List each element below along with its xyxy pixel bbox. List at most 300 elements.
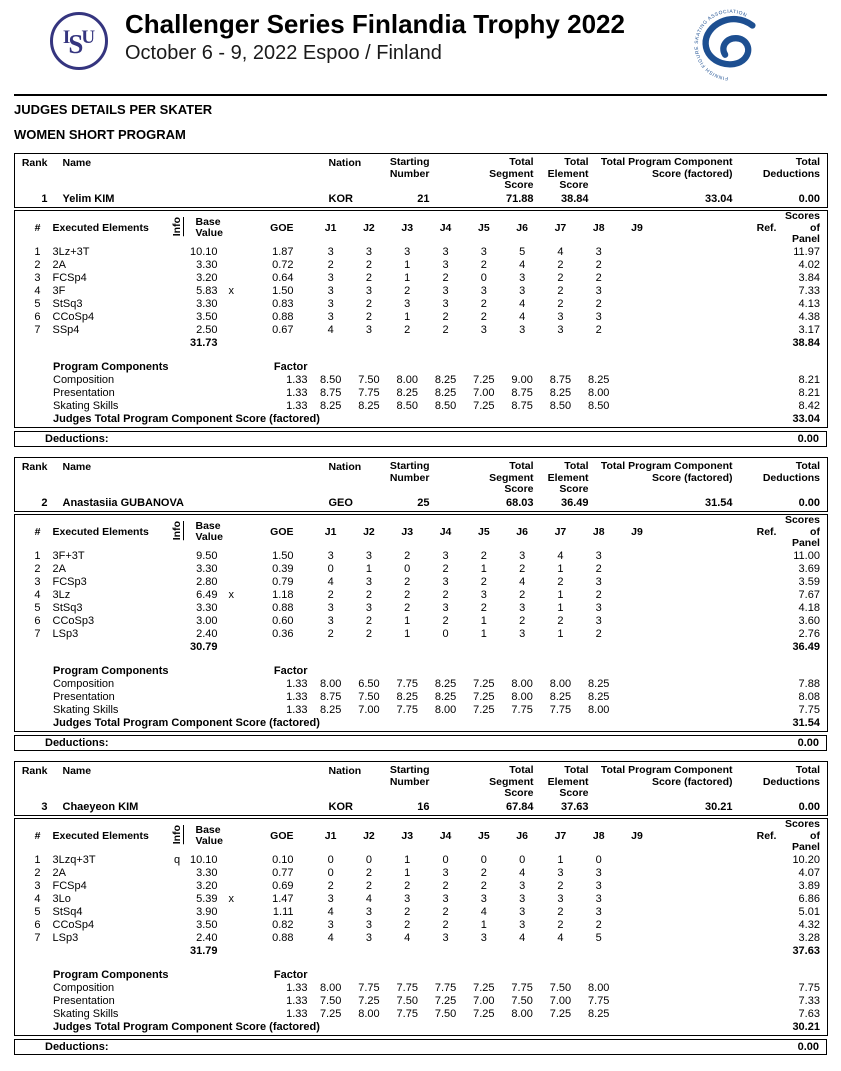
element-judge-score: 5 xyxy=(595,931,602,944)
component-ref xyxy=(656,400,783,413)
element-judge-score xyxy=(618,854,656,867)
element-base-value: 3.30 xyxy=(196,601,218,614)
deductions-value: 0.00 xyxy=(797,736,819,749)
component-judge-score: 8.25 xyxy=(588,373,610,386)
ref-header: Ref. xyxy=(756,526,777,539)
element-ref xyxy=(656,311,783,324)
element-judge-score xyxy=(618,880,656,893)
element-judge-score: 1 xyxy=(404,853,411,866)
component-judge-score: 7.50 xyxy=(358,373,380,386)
skater-rank: 1 xyxy=(41,193,48,206)
element-row xyxy=(15,867,828,880)
element-panel-score: 4.32 xyxy=(798,918,820,931)
isu-logo-letter: S xyxy=(68,28,84,59)
starting-number-header: Starting Number xyxy=(389,764,430,788)
element-judge-score: 2 xyxy=(557,284,564,297)
element-judge-score: 3 xyxy=(442,575,449,588)
element-row xyxy=(15,259,828,272)
element-base-value: 3.00 xyxy=(196,614,218,627)
element-judge-score: 2 xyxy=(327,588,334,601)
judges-total-value: 31.54 xyxy=(792,717,820,730)
element-ref xyxy=(656,563,783,576)
element-row xyxy=(15,919,828,932)
element-judge-score: 2 xyxy=(480,297,487,310)
program-components-label: Program Components xyxy=(53,968,169,981)
element-info-flag xyxy=(165,311,190,324)
component-ref xyxy=(656,691,783,704)
element-number: 2 xyxy=(34,562,41,575)
element-goe: 0.60 xyxy=(272,614,294,627)
element-x-credit xyxy=(220,854,243,867)
element-judge-score: 3 xyxy=(519,601,526,614)
element-judge-score: 2 xyxy=(480,258,487,271)
executed-elements-header: Executed Elements xyxy=(52,526,149,539)
element-judge-score: 3 xyxy=(404,892,411,905)
component-judge-score xyxy=(618,387,656,400)
spacer-cell xyxy=(243,641,312,654)
spacer-cell xyxy=(312,337,657,350)
element-judge-score: 3 xyxy=(595,284,602,297)
element-judge-score: 2 xyxy=(480,879,487,892)
element-base-value: 9.50 xyxy=(196,549,218,562)
component-judge-score: 8.25 xyxy=(434,677,457,690)
element-row xyxy=(15,628,828,641)
summary-header-row xyxy=(15,458,828,497)
judges-total-value: 33.04 xyxy=(792,413,820,426)
element-judge-score: 4 xyxy=(327,323,334,336)
element-judge-score: 5 xyxy=(519,245,526,258)
element-base-value: 3.20 xyxy=(196,879,218,892)
element-x-credit xyxy=(220,867,243,880)
component-judge-score: 7.75 xyxy=(396,677,418,690)
element-x-credit xyxy=(220,576,243,589)
base-value-header: Base Value xyxy=(195,215,223,240)
element-ref xyxy=(656,550,783,563)
element-info-flag xyxy=(165,906,190,919)
element-name: 3Lo xyxy=(52,892,71,905)
judges-details-table xyxy=(14,818,828,1036)
element-judge-score: 1 xyxy=(365,562,372,575)
element-row xyxy=(15,880,828,893)
element-name: 2A xyxy=(52,866,66,879)
component-score: 8.08 xyxy=(798,690,820,703)
element-goe: 0.10 xyxy=(272,853,294,866)
spacer-cell xyxy=(220,337,243,350)
element-judge-score: 3 xyxy=(595,601,602,614)
spacer-cell xyxy=(656,1021,783,1036)
element-name: 3F xyxy=(52,284,66,297)
component-judge-score: 7.00 xyxy=(358,703,380,716)
element-info-flag xyxy=(165,932,190,945)
spacer-cell xyxy=(656,966,783,982)
element-base-value: 2.40 xyxy=(196,627,218,640)
judges-total-row xyxy=(15,413,828,428)
judge-header-j8: J8 xyxy=(592,830,605,843)
element-ref xyxy=(656,867,783,880)
element-judge-score: 2 xyxy=(327,258,334,271)
element-goe: 0.64 xyxy=(272,271,294,284)
spacer-cell xyxy=(243,337,312,350)
element-name: SSp4 xyxy=(52,323,80,336)
element-number: 2 xyxy=(34,866,41,879)
spacer-cell xyxy=(656,662,783,678)
element-judge-score: 3 xyxy=(480,892,487,905)
element-base-value: 3.50 xyxy=(196,310,218,323)
element-judge-score: 2 xyxy=(365,614,372,627)
element-row xyxy=(15,576,828,589)
component-judge-score: 7.00 xyxy=(473,386,495,399)
deductions-label: Deductions: xyxy=(45,1040,109,1053)
element-panel-score: 3.89 xyxy=(798,879,820,892)
element-base-value: 3.20 xyxy=(196,271,218,284)
component-score: 7.33 xyxy=(798,994,820,1007)
element-row xyxy=(15,602,828,615)
org-logo-swirl xyxy=(706,19,753,64)
component-score: 7.88 xyxy=(798,677,820,690)
element-name: 3Lzq+3T xyxy=(52,853,96,866)
component-judge-score: 8.50 xyxy=(319,373,342,386)
element-number: 5 xyxy=(34,905,41,918)
element-name: 2A xyxy=(52,258,66,271)
element-number: 1 xyxy=(34,549,41,562)
element-judge-score xyxy=(618,589,656,602)
element-judge-score: 3 xyxy=(557,866,564,879)
element-judge-score: 2 xyxy=(442,562,449,575)
element-base-value: 3.50 xyxy=(196,918,218,931)
element-goe: 1.87 xyxy=(272,245,294,258)
element-row xyxy=(15,589,828,602)
element-judge-score xyxy=(618,563,656,576)
base-value-total: 31.79 xyxy=(189,944,218,957)
judge-header-j4: J4 xyxy=(439,526,452,539)
component-row xyxy=(15,1008,828,1021)
element-judge-score: 2 xyxy=(327,879,334,892)
element-row xyxy=(15,932,828,945)
element-judge-score xyxy=(618,628,656,641)
element-x-credit xyxy=(220,550,243,563)
element-row xyxy=(15,298,828,311)
isu-logo-icon xyxy=(50,12,108,70)
element-judge-score: 0 xyxy=(442,627,449,640)
element-judge-score xyxy=(618,298,656,311)
element-judge-score: 2 xyxy=(595,297,602,310)
spacer-cell xyxy=(312,945,657,958)
element-goe: 0.77 xyxy=(272,866,294,879)
component-judge-score: 8.00 xyxy=(319,677,342,690)
name-header: Name xyxy=(62,157,92,169)
element-judge-score: 1 xyxy=(557,627,564,640)
component-judge-score: 8.00 xyxy=(434,703,457,716)
component-judge-score: 8.75 xyxy=(511,399,533,412)
element-number: 5 xyxy=(34,601,41,614)
deductions-value: 0.00 xyxy=(797,1040,819,1053)
total-element-score-header: Total Element Score xyxy=(547,460,589,495)
spacer-cell xyxy=(388,717,656,732)
element-info-flag xyxy=(165,628,190,641)
skater-nation: GEO xyxy=(328,497,353,510)
judge-header-j4: J4 xyxy=(439,222,452,235)
component-score: 8.42 xyxy=(798,399,820,412)
element-judge-score: 3 xyxy=(365,245,372,258)
component-judge-score: 8.00 xyxy=(396,373,418,386)
element-judge-score: 1 xyxy=(480,627,487,640)
component-factor: 1.33 xyxy=(286,373,308,386)
element-goe: 0.83 xyxy=(272,297,294,310)
element-info-flag xyxy=(165,259,190,272)
element-name: 3Lz xyxy=(52,588,71,601)
judge-header-j6: J6 xyxy=(516,526,528,539)
element-panel-score: 4.07 xyxy=(798,866,820,879)
element-panel-score: 2.76 xyxy=(798,627,820,640)
component-ref xyxy=(656,704,783,717)
spacer-cell xyxy=(656,717,783,732)
component-judge-score: 7.75 xyxy=(588,994,610,1007)
component-score: 7.63 xyxy=(798,1007,820,1020)
element-judge-score: 2 xyxy=(480,601,487,614)
element-ref xyxy=(656,589,783,602)
summary-value-row xyxy=(15,801,828,816)
element-row xyxy=(15,893,828,906)
skater-total-element-score: 38.84 xyxy=(560,193,589,206)
element-judge-score: 3 xyxy=(365,905,372,918)
element-judge-score xyxy=(618,324,656,337)
component-judge-score: 8.00 xyxy=(588,386,610,399)
element-judge-score: 2 xyxy=(595,258,602,271)
deductions-label: Deductions: xyxy=(45,432,109,445)
component-row xyxy=(15,704,828,717)
component-judge-score: 7.75 xyxy=(358,386,380,399)
judge-header-j7: J7 xyxy=(554,830,567,843)
component-ref xyxy=(656,982,783,995)
component-judge-score: 7.25 xyxy=(319,1007,342,1020)
element-panel-score: 3.69 xyxy=(798,562,820,575)
element-row xyxy=(15,246,828,259)
skater-section xyxy=(14,761,827,1055)
component-factor: 1.33 xyxy=(286,677,308,690)
spacer-cell xyxy=(312,662,657,678)
element-judge-score: 2 xyxy=(365,866,372,879)
element-judge-score: 2 xyxy=(404,323,411,336)
component-factor: 1.33 xyxy=(286,703,308,716)
element-judge-score xyxy=(618,615,656,628)
element-name: FCSp3 xyxy=(52,575,87,588)
elements-body xyxy=(15,819,828,1036)
component-row xyxy=(15,387,828,400)
component-name: Composition xyxy=(53,981,115,994)
skaters-list xyxy=(14,153,827,1055)
element-judge-score: 1 xyxy=(404,271,411,284)
factor-label: Factor xyxy=(273,664,308,677)
element-row xyxy=(15,285,828,298)
element-ref xyxy=(656,854,783,867)
component-judge-score: 8.25 xyxy=(549,690,572,703)
element-judge-score: 3 xyxy=(595,614,602,627)
info-header: Info xyxy=(171,521,183,541)
element-number: 5 xyxy=(34,297,41,310)
finnish-figure-skating-logo-icon xyxy=(691,4,769,84)
element-ref xyxy=(656,298,783,311)
element-info-flag xyxy=(165,285,190,298)
element-judge-score: 2 xyxy=(442,588,449,601)
element-row xyxy=(15,615,828,628)
component-judge-score: 8.25 xyxy=(396,386,418,399)
element-judge-score xyxy=(618,272,656,285)
name-header: Name xyxy=(62,461,92,473)
element-judge-score: 3 xyxy=(595,879,602,892)
component-ref xyxy=(656,1008,783,1021)
element-judge-score: 2 xyxy=(404,575,411,588)
rank-header: Rank xyxy=(21,461,48,473)
element-judge-score: 3 xyxy=(595,310,602,323)
spacer-cell xyxy=(15,945,190,958)
element-x-credit xyxy=(220,628,243,641)
element-base-value: 2.50 xyxy=(196,323,218,336)
element-judge-score: 2 xyxy=(595,323,602,336)
skater-total-element-score: 37.63 xyxy=(560,801,589,814)
element-judge-score: 2 xyxy=(365,588,372,601)
spacer-cell xyxy=(783,358,827,374)
component-score: 7.75 xyxy=(798,703,820,716)
skater-nation: KOR xyxy=(328,193,353,206)
element-judge-score: 3 xyxy=(519,918,526,931)
element-info-flag xyxy=(165,550,190,563)
element-judge-score: 3 xyxy=(365,549,372,562)
info-header: Info xyxy=(171,825,183,845)
element-judge-score: 2 xyxy=(404,284,411,297)
component-judge-score: 7.75 xyxy=(396,981,418,994)
program-components-header-row xyxy=(15,358,828,374)
element-number-header: # xyxy=(34,830,41,843)
element-judge-score: 3 xyxy=(442,892,449,905)
element-goe: 0.88 xyxy=(272,931,294,944)
element-judge-score: 4 xyxy=(557,931,564,944)
element-x-credit: x xyxy=(228,284,234,297)
element-judge-score: 1 xyxy=(404,627,411,640)
skater-nation: KOR xyxy=(328,801,353,814)
executed-elements-header: Executed Elements xyxy=(52,222,149,235)
component-judge-score xyxy=(618,704,656,717)
component-judge-score: 7.50 xyxy=(549,981,572,994)
skater-total-program-component-score: 31.54 xyxy=(704,497,733,510)
element-judge-score: 2 xyxy=(557,614,564,627)
element-x-credit: x xyxy=(228,892,234,905)
elements-total-row xyxy=(15,337,828,350)
component-judge-score: 8.00 xyxy=(358,1007,380,1020)
element-judge-score: 2 xyxy=(557,258,564,271)
element-judge-score: 0 xyxy=(327,853,334,866)
element-judge-score: 2 xyxy=(480,866,487,879)
scores-of-panel-header: Scores of Panel xyxy=(784,818,820,853)
element-goe: 0.39 xyxy=(272,562,294,575)
element-judge-score: 2 xyxy=(365,310,372,323)
component-judge-score: 8.00 xyxy=(588,703,610,716)
element-info-flag xyxy=(165,589,190,602)
element-x-credit xyxy=(220,311,243,324)
program-components-label: Program Components xyxy=(53,360,169,373)
spacer-cell xyxy=(656,945,783,958)
component-judge-score: 8.00 xyxy=(511,677,533,690)
spacer-cell xyxy=(15,337,190,350)
details-header-row xyxy=(15,211,828,246)
element-judge-score: 2 xyxy=(557,905,564,918)
element-judge-score: 3 xyxy=(557,310,564,323)
element-number: 7 xyxy=(34,627,41,640)
component-ref xyxy=(656,374,783,387)
skater-name: Chaeyeon KIM xyxy=(62,801,139,814)
judges-total-row xyxy=(15,1021,828,1036)
judge-header-j8: J8 xyxy=(592,222,605,235)
element-x-credit xyxy=(220,563,243,576)
element-goe: 1.50 xyxy=(272,549,294,562)
element-panel-score: 6.86 xyxy=(798,892,820,905)
element-judge-score: 3 xyxy=(519,627,526,640)
org-logo-arc-text: FINNISH FIGURE SKATING ASSOCIATION xyxy=(694,9,748,81)
element-goe: 0.79 xyxy=(272,575,294,588)
panel-score-total: 37.63 xyxy=(792,944,820,957)
component-judge-score: 7.00 xyxy=(549,994,572,1007)
element-judge-score: 4 xyxy=(327,931,334,944)
element-judge-score: 1 xyxy=(480,614,487,627)
skater-total-deductions: 0.00 xyxy=(798,193,820,206)
event-title: Challenger Series Finlandia Trophy 2022 xyxy=(125,9,625,39)
element-judge-score: 3 xyxy=(365,323,372,336)
goe-header: GOE xyxy=(270,830,294,843)
element-judge-score: 2 xyxy=(519,562,526,575)
element-name: FCSp4 xyxy=(52,879,87,892)
judge-header-j9: J9 xyxy=(631,830,643,843)
element-judge-score: 1 xyxy=(557,588,564,601)
component-judge-score xyxy=(618,982,656,995)
component-score: 7.75 xyxy=(798,981,820,994)
component-judge-score: 7.75 xyxy=(549,703,572,716)
executed-elements-header: Executed Elements xyxy=(52,830,149,843)
element-info-flag xyxy=(165,867,190,880)
element-judge-score: 3 xyxy=(327,892,334,905)
skater-section xyxy=(14,153,827,447)
deductions-value: 0.00 xyxy=(797,432,819,445)
component-judge-score: 7.25 xyxy=(549,1007,572,1020)
summary-value-row xyxy=(15,497,828,512)
element-judge-score: 0 xyxy=(327,562,334,575)
element-judge-score: 3 xyxy=(595,892,602,905)
component-judge-score xyxy=(618,400,656,413)
element-judge-score xyxy=(618,602,656,615)
component-judge-score xyxy=(618,374,656,387)
element-judge-score: 3 xyxy=(519,284,526,297)
element-panel-score: 3.60 xyxy=(798,614,820,627)
scores-of-panel-header: Scores of Panel xyxy=(784,514,820,549)
element-judge-score xyxy=(618,259,656,272)
element-judge-score: 3 xyxy=(595,866,602,879)
element-judge-score xyxy=(618,311,656,324)
element-name: 2A xyxy=(52,562,66,575)
component-judge-score xyxy=(618,678,656,691)
spacer-cell xyxy=(656,413,783,428)
element-x-credit: x xyxy=(228,588,234,601)
element-number: 1 xyxy=(34,853,41,866)
total-deductions-header: Total Deductions xyxy=(762,460,820,484)
element-row xyxy=(15,854,828,867)
element-judge-score: 3 xyxy=(557,892,564,905)
component-factor: 1.33 xyxy=(286,690,308,703)
component-row xyxy=(15,678,828,691)
element-judge-score xyxy=(618,906,656,919)
component-judge-score: 9.00 xyxy=(511,373,533,386)
ref-header: Ref. xyxy=(756,222,777,235)
judge-header-j7: J7 xyxy=(554,526,567,539)
element-ref xyxy=(656,576,783,589)
element-info-flag: q xyxy=(173,853,181,866)
